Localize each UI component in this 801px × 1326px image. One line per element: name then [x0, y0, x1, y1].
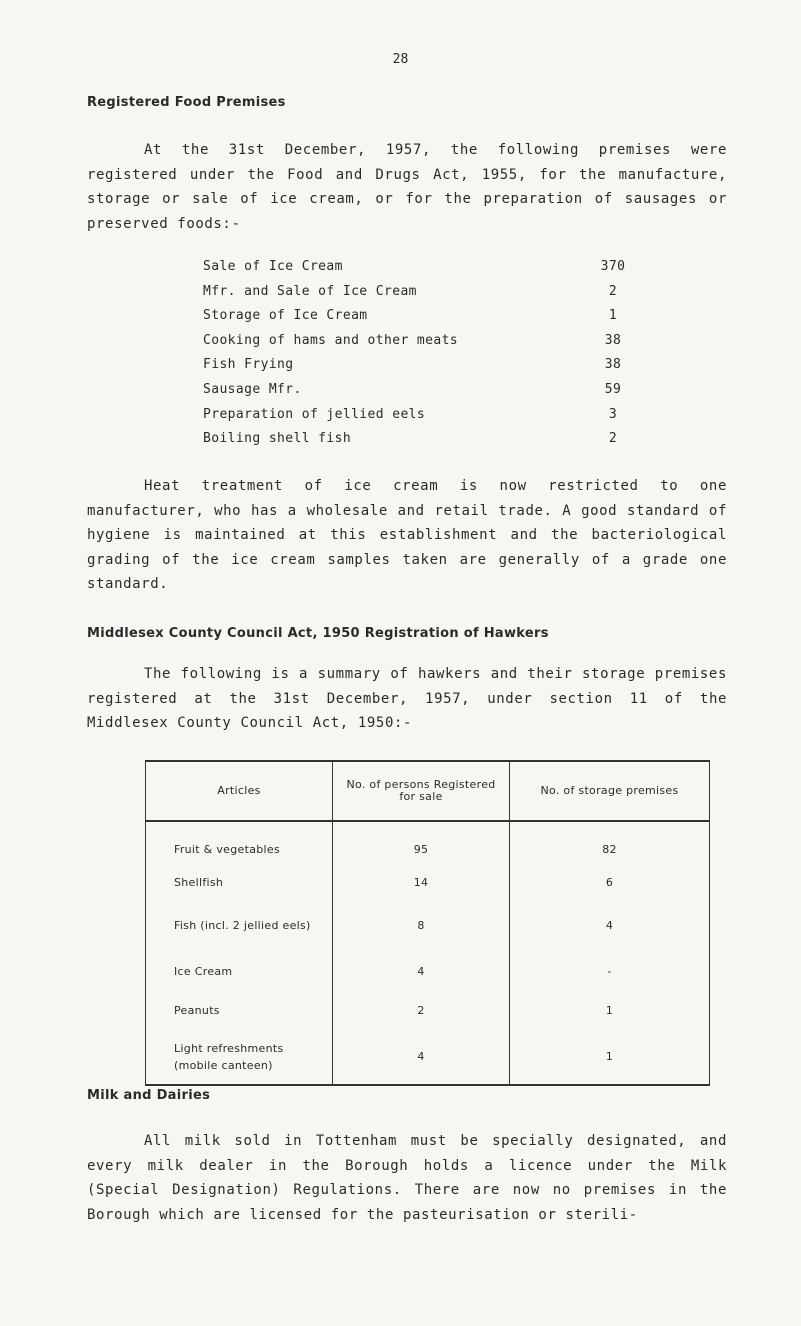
- premises-row: [203, 306, 633, 331]
- cell-article: Fruit & vegetables: [146, 821, 333, 866]
- table-row: [146, 899, 710, 951]
- section-heading-hawkers: Middlesex County Council Act, 1950 Registration of Hawkers: [87, 626, 549, 641]
- cell-persons: 2: [333, 991, 510, 1029]
- section-heading-food-premises: Registered Food Premises: [87, 95, 286, 110]
- food-premises-intro: [87, 138, 727, 236]
- cell-article: Ice Cream: [146, 951, 333, 991]
- cell-persons: 95: [333, 821, 510, 866]
- cell-persons: 8: [333, 899, 510, 951]
- milk-paragraph-text: All milk sold in Tottenham must be specially designated, and every milk dealer in the Borough holds a licence under the Milk (Special Designation) Regulations. There are now no premises in the Borough which are licensed for the pasteurisation or sterili-: [87, 1133, 727, 1223]
- ice-cream-paragraph-text: Heat treatment of ice cream is now restricted to one manufacturer, who has a wholesale and retail trade. A good standard of hygiene is maintained at this establishment and the bacteriological grading of the ice cream samples taken are generally of a grade one standard.: [87, 478, 727, 592]
- premises-row: [203, 257, 633, 282]
- column-header-articles: Articles: [146, 761, 333, 821]
- premises-count: 38: [604, 357, 622, 373]
- premises-count: 2: [608, 431, 618, 447]
- premises-row: [203, 282, 633, 307]
- premises-row: [203, 405, 633, 430]
- premises-count: 59: [604, 381, 622, 397]
- milk-paragraph: [87, 1129, 727, 1227]
- premises-count: 370: [600, 259, 626, 274]
- premises-list: [203, 257, 633, 454]
- premises-label: Boiling shell fish: [203, 431, 352, 447]
- cell-article: Peanuts: [146, 991, 333, 1029]
- premises-label: Storage of Ice Cream: [203, 308, 368, 324]
- premises-label: Sausage Mfr.: [203, 381, 302, 397]
- cell-persons: 4: [333, 951, 510, 991]
- premises-row: [203, 331, 633, 356]
- premises-label: Fish Frying: [203, 357, 294, 373]
- hawkers-intro-text: The following is a summary of hawkers and their storage premises registered at the 31st December, 1957, under section 11 of the Middlesex County Council Act, 1950:-: [87, 666, 727, 731]
- cell-article: Light refreshments (mobile canteen): [146, 1029, 333, 1085]
- column-header-storage: No. of storage premises: [510, 761, 710, 821]
- premises-count: 38: [604, 332, 622, 348]
- hawkers-intro: [87, 662, 727, 736]
- table-row: [146, 866, 710, 899]
- table-row: [146, 1029, 710, 1085]
- premises-label: Sale of Ice Cream: [203, 259, 343, 274]
- column-header-persons: No. of persons Registered for sale: [333, 761, 510, 821]
- premises-row: [203, 429, 633, 454]
- cell-storage: 1: [510, 991, 710, 1029]
- table-row: [146, 991, 710, 1029]
- cell-storage: 82: [510, 821, 710, 866]
- cell-persons: 4: [333, 1029, 510, 1085]
- table-row: [146, 821, 710, 866]
- premises-label: Mfr. and Sale of Ice Cream: [203, 283, 417, 299]
- cell-storage: 1: [510, 1029, 710, 1085]
- premises-count: 1: [608, 308, 618, 324]
- premises-label: Cooking of hams and other meats: [203, 332, 459, 348]
- food-premises-intro-text: At the 31st December, 1957, the following premises were registered under the Food and Drugs Act, 1955, for the manufacture, storage or sale of ice cream, or for the preparation of sausages or preserved foods:-: [87, 142, 727, 232]
- cell-storage: 4: [510, 899, 710, 951]
- premises-count: 3: [608, 406, 618, 422]
- cell-article: Shellfish: [146, 866, 333, 899]
- ice-cream-paragraph: [87, 474, 727, 597]
- cell-article: Fish (incl. 2 jellied eels): [146, 899, 333, 951]
- table-row: [146, 951, 710, 991]
- page-number: 28: [392, 52, 409, 67]
- hawkers-table: [145, 760, 710, 1086]
- premises-row: [203, 380, 633, 405]
- premises-count: 2: [608, 283, 618, 299]
- cell-storage: -: [510, 951, 710, 991]
- section-heading-milk: Milk and Dairies: [87, 1088, 211, 1103]
- cell-storage: 6: [510, 866, 710, 899]
- premises-label: Preparation of jellied eels: [203, 406, 426, 422]
- table-header-row: [146, 761, 710, 821]
- premises-row: [203, 355, 633, 380]
- cell-persons: 14: [333, 866, 510, 899]
